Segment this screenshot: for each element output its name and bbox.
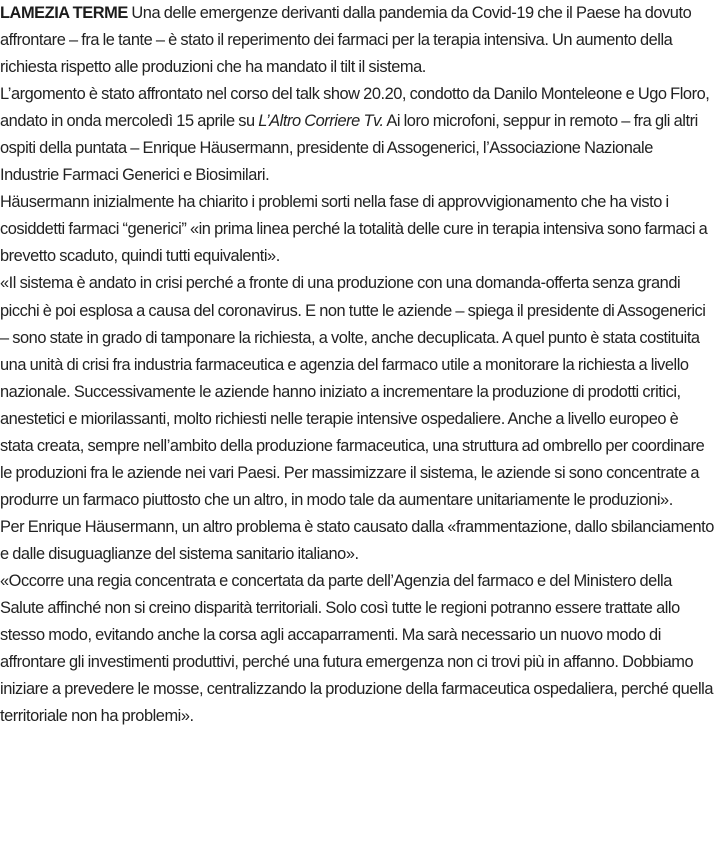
paragraph-text: Per Enrique Häusermann, un altro problema è stato causato dalla «frammentazione, dallo sbilanciamento e dalle disuguaglianze del sistema sanitario italiano». bbox=[0, 517, 714, 563]
paragraph-text: Häusermann inizialmente ha chiarito i problemi sorti nella fase di approvvigionamento che ha visto i cosiddetti farmaci “generici” «in prima linea perché la totalità delle cure in terapia intensiva sono farmaci a brevetto scaduto, quindi tutti equivalenti». bbox=[0, 193, 708, 266]
paragraph-text: L’argomento è stato affrontato nel corso del talk show 20.20, condotto da Danilo Monteleone e Ugo Floro, andato in onda mercoledì 15 aprile su bbox=[0, 85, 710, 131]
show-title: L’Altro Corriere Tv. bbox=[258, 112, 384, 131]
dateline: LAMEZIA TERME bbox=[0, 4, 128, 22]
paragraph-text: «Occorre una regia concentrata e concertata da parte dell’Agenzia del farmaco e del Ministero della Salute affinché non si creino disparità territoriali. Solo così tutte le regioni potranno essere trattate allo stesso modo, evitando anche la corsa agli accaparramenti. Ma sarà necessario un nuovo modo di affrontare gli investimenti produttivi, perché una futura emergenza non ci trovi più in affanno. Dobbiamo iniziare a prevedere le mosse, centralizzando la produzione della farmaceutica ospedaliera, perché quella territoriale non ha problemi». bbox=[0, 571, 714, 726]
article-paragraph bbox=[0, 514, 714, 568]
paragraph-text: Una delle emergenze derivanti dalla pandemia da Covid-19 che il Paese ha dovuto affrontare – fra le tante – è stato il reperimento dei farmaci per la terapia intensiva. Un aumento della richiesta rispetto alle produzioni che ha mandato il tilt il sistema. bbox=[0, 4, 692, 77]
paragraph-text: Ai loro microfoni, seppur in remoto – fra gli altri ospiti della puntata – Enrique Häusermann, presidente di Assogenerici, l’Associazione Nazionale Industrie Farmaci Generici e Biosimilari. bbox=[0, 112, 698, 185]
article-paragraph bbox=[0, 189, 714, 270]
article-paragraph-intro bbox=[0, 0, 714, 81]
paragraph-text: «Il sistema è andato in crisi perché a fronte di una produzione con una domanda-offerta senza grandi picchi è poi esplosa a causa del coronavirus. E non tutte le aziende – spiega il presidente di Assogenerici – sono state in grado di tamponare la richiesta, a volte, anche decuplicata. A quel punto è stata costituita una unità di crisi fra industria farmaceutica e agenzia del farmaco utile a monitorare la richiesta a livello nazionale. Successivamente le aziende hanno iniziato a incrementare la produzione di prodotti critici, anestetici e miorilassanti, molto richiesti nelle terapie intensive ospedaliere. Anche a livello europeo è stata creata, sempre nell’ambito della produzione farmaceutica, una struttura ad ombrello per coordinare le produzioni fra le aziende nei vari Paesi. Per massimizzare il sistema, le aziende si sono concentrate a produrre un farmaco piuttosto che un altro, in modo tale da aumentare unitariamente le produzioni». bbox=[0, 274, 706, 509]
article-paragraph bbox=[0, 270, 714, 513]
article-paragraph bbox=[0, 568, 714, 730]
article-paragraph bbox=[0, 81, 714, 189]
